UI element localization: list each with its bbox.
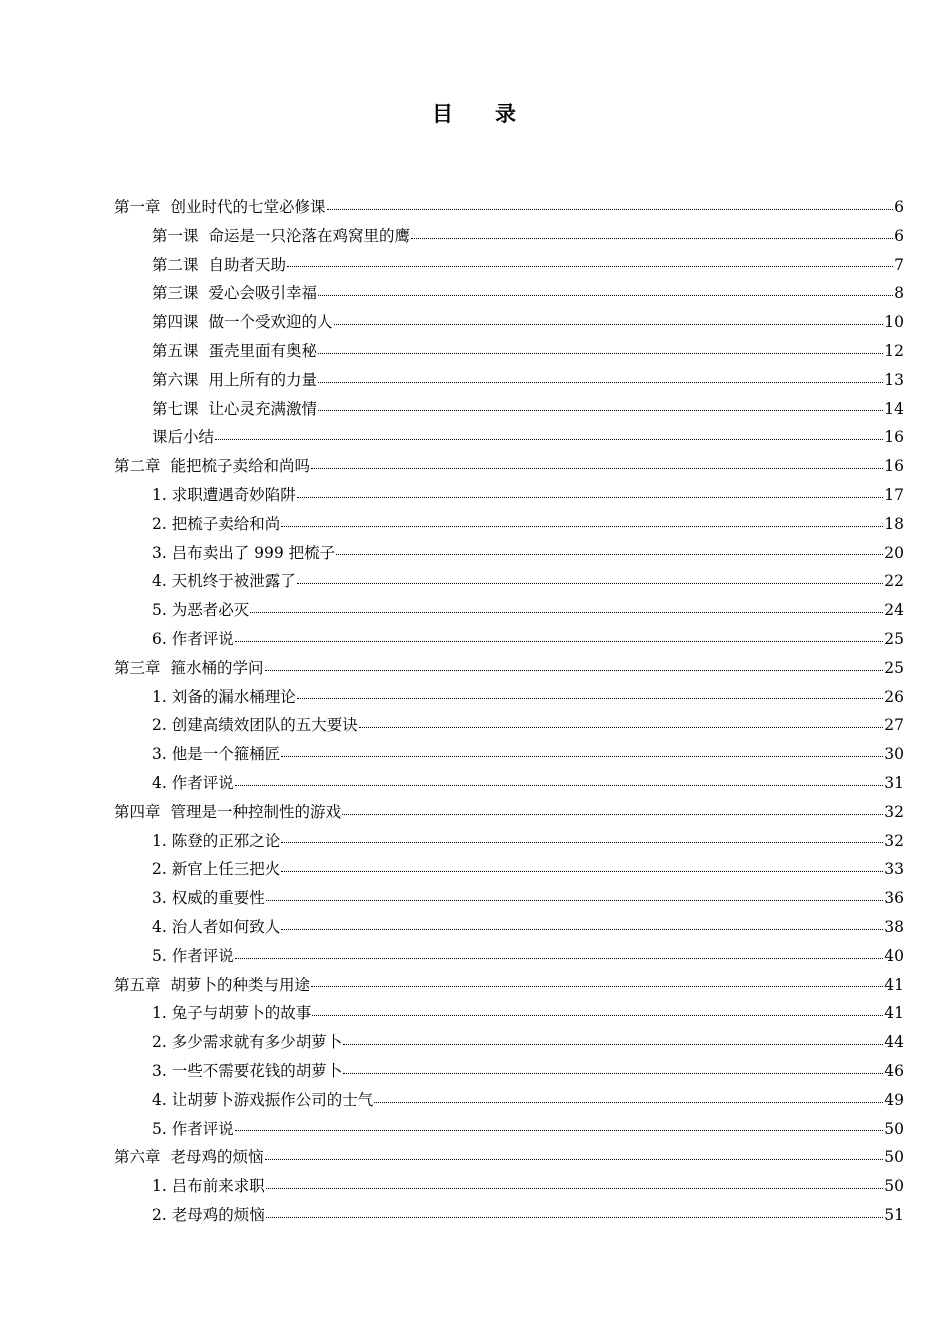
- toc-entry-title: 5. 为恶者必灭: [152, 601, 250, 620]
- toc-entry-number: 第一课: [152, 226, 199, 245]
- toc-entry-page-number: 27: [884, 716, 904, 735]
- dot-leader: [311, 468, 883, 469]
- toc-section-entry[interactable]: [114, 222, 904, 251]
- toc-entry-page-number: 32: [884, 802, 904, 821]
- toc-section-entry[interactable]: [114, 395, 904, 424]
- dot-leader: [281, 756, 883, 757]
- toc-entry-number: 第一章: [114, 198, 161, 216]
- toc-entry-label: [152, 510, 280, 539]
- dot-leader: [343, 1073, 883, 1074]
- dot-leader: [287, 266, 893, 267]
- toc-section-entry[interactable]: [114, 366, 904, 395]
- toc-entry-label: [152, 366, 317, 395]
- toc-section-entry[interactable]: [114, 999, 904, 1028]
- toc-entry-page-number: 26: [884, 687, 904, 706]
- toc-entry-number: 第三章: [114, 658, 161, 677]
- toc-entry-title: 用上所有的力量: [208, 370, 318, 389]
- toc-entry-title: 3. 他是一个箍桶匠: [152, 745, 281, 764]
- toc-entry-title: 1. 兔子与胡萝卜的故事: [152, 1004, 312, 1023]
- toc-entry-page-number: 17: [884, 485, 904, 504]
- toc-entry-title: 蛋壳里面有奥秘: [208, 341, 318, 360]
- toc-entry-number: 第三课: [152, 284, 199, 303]
- toc-entry-label: [152, 279, 317, 308]
- dot-leader: [235, 641, 884, 642]
- toc-entry-number: 第四课: [152, 313, 199, 332]
- dot-leader: [327, 209, 894, 210]
- page-title: [0, 98, 950, 128]
- toc-entry-title: 命运是一只沦落在鸡窝里的鹰: [208, 226, 411, 245]
- dot-leader: [215, 439, 883, 440]
- toc-entry-title: 4. 作者评说: [152, 773, 234, 792]
- toc-entry-page-number: 31: [884, 773, 904, 792]
- toc-entry-label: [152, 481, 296, 510]
- toc-entry-title: 4. 治人者如何致人: [152, 917, 281, 936]
- dot-leader: [336, 554, 883, 555]
- toc-entry-title: 自助者天助: [208, 255, 287, 274]
- toc-entry-page-number: 18: [884, 514, 904, 533]
- toc-entry-label: [152, 222, 410, 251]
- toc-section-entry[interactable]: [114, 827, 904, 856]
- toc-section-entry[interactable]: [114, 884, 904, 913]
- toc-entry-page-number: 30: [884, 745, 904, 764]
- toc-entry-page-number: 10: [884, 313, 904, 332]
- toc-entry-number: 第六课: [152, 370, 199, 389]
- toc-entry-page-number: 46: [884, 1061, 904, 1080]
- dot-leader: [343, 1044, 883, 1045]
- toc-entry-page-number: 16: [884, 428, 904, 447]
- toc-entry-title: 管理是一种控制性的游戏: [170, 802, 342, 821]
- toc-chapter-entry[interactable]: [114, 971, 904, 1000]
- toc-entry-title: 创业时代的七堂必修课: [170, 198, 326, 216]
- toc-entry-title: 爱心会吸引幸福: [208, 284, 318, 303]
- dot-leader: [342, 814, 883, 815]
- dot-leader: [235, 958, 884, 959]
- toc-entry-number: 第七课: [152, 399, 199, 418]
- toc-entry-title: 箍水桶的学问: [170, 658, 264, 677]
- toc-entry-page-number: 8: [894, 284, 904, 303]
- toc-entry-title: 让心灵充满激情: [208, 399, 318, 418]
- toc-section-entry[interactable]: [114, 337, 904, 366]
- toc-entry-number: 第二课: [152, 255, 199, 274]
- toc-entry-label: [152, 740, 280, 769]
- toc-entry-page-number: 49: [884, 1090, 904, 1109]
- toc-section-entry[interactable]: [114, 913, 904, 942]
- toc-entry-title: 3. 权威的重要性: [152, 889, 265, 908]
- toc-entry-page-number: 20: [884, 543, 904, 562]
- toc-entry-title: 能把梳子卖给和尚吗: [170, 457, 311, 476]
- toc-entry-title: 5. 作者评说: [152, 946, 234, 965]
- toc-section-entry[interactable]: [114, 740, 904, 769]
- dot-leader: [312, 1015, 883, 1016]
- dot-leader: [311, 986, 883, 987]
- toc-entry-label: [114, 971, 310, 1000]
- toc-entry-number: 第四章: [114, 802, 161, 821]
- toc-entry-label: [114, 452, 310, 481]
- toc-entry-title: 3. 一些不需要花钱的胡萝卜: [152, 1061, 343, 1080]
- toc-section-entry[interactable]: [114, 683, 904, 712]
- toc-entry-label: [152, 1115, 234, 1144]
- toc-entry-title: 课后小结: [152, 428, 215, 447]
- toc-entry-page-number: 25: [884, 629, 904, 648]
- toc-entry-title: 1. 求职遭遇奇妙陷阱: [152, 485, 296, 504]
- toc-entry-page-number: 22: [884, 572, 904, 591]
- toc-entry-page-number: 7: [894, 255, 904, 274]
- toc-entry-page-number: 51: [884, 1205, 904, 1224]
- dot-leader: [281, 842, 883, 843]
- toc-entry-page-number: 6: [894, 198, 904, 216]
- toc-entry-title: 做一个受欢迎的人: [208, 313, 333, 332]
- dot-leader: [318, 410, 883, 411]
- toc-entry-label: [152, 596, 249, 625]
- dot-leader: [235, 1130, 884, 1131]
- toc-section-entry[interactable]: [114, 711, 904, 740]
- dot-leader: [250, 612, 883, 613]
- toc-entry-page-number: 16: [884, 457, 904, 476]
- toc-entry-title: 4. 天机终于被泄露了: [152, 572, 296, 591]
- toc-entry-page-number: 32: [884, 831, 904, 850]
- toc-entry-page-number: 6: [894, 226, 904, 245]
- title-char-1: 目: [432, 101, 455, 126]
- toc-entry-label: [152, 395, 317, 424]
- toc-section-entry[interactable]: [114, 1115, 904, 1144]
- toc-entry-number: 第六章: [114, 1148, 161, 1167]
- toc-entry-title: 1. 吕布前来求职: [152, 1177, 265, 1196]
- toc-entry-label: [152, 1028, 342, 1057]
- toc-entry-title: 1. 刘备的漏水桶理论: [152, 687, 296, 706]
- toc-chapter-entry[interactable]: [114, 1143, 904, 1172]
- table-of-contents: [114, 193, 904, 1230]
- toc-chapter-entry[interactable]: [114, 654, 904, 683]
- toc-entry-number: 第五章: [114, 975, 161, 994]
- toc-section-entry[interactable]: [114, 1201, 904, 1230]
- dot-leader: [266, 1217, 884, 1218]
- toc-section-entry[interactable]: [114, 279, 904, 308]
- toc-entry-title: 老母鸡的烦恼: [170, 1148, 264, 1167]
- dot-leader: [297, 497, 884, 498]
- toc-entry-label: [152, 337, 317, 366]
- dot-leader: [359, 727, 884, 728]
- toc-entry-label: [152, 769, 234, 798]
- dot-leader: [297, 698, 884, 699]
- toc-section-entry[interactable]: [114, 423, 904, 452]
- toc-entry-page-number: 38: [884, 917, 904, 936]
- toc-entry-page-number: 40: [884, 946, 904, 965]
- toc-entry-title: 2. 多少需求就有多少胡萝卜: [152, 1033, 343, 1052]
- toc-entry-label: [114, 193, 326, 222]
- toc-chapter-entry[interactable]: [114, 798, 904, 827]
- toc-entry-label: [152, 913, 280, 942]
- toc-entry-title: 6. 作者评说: [152, 629, 234, 648]
- toc-entry-title: 2. 新官上任三把火: [152, 860, 281, 879]
- toc-section-entry[interactable]: [114, 308, 904, 337]
- dot-leader: [318, 382, 883, 383]
- dot-leader: [318, 353, 883, 354]
- toc-section-entry[interactable]: [114, 855, 904, 884]
- toc-entry-label: [152, 1201, 265, 1230]
- toc-entry-title: 胡萝卜的种类与用途: [170, 975, 311, 994]
- toc-entry-title: 2. 创建高绩效团队的五大要诀: [152, 716, 358, 735]
- toc-entry-label: [152, 942, 234, 971]
- toc-section-entry[interactable]: [114, 567, 904, 596]
- toc-section-entry[interactable]: [114, 596, 904, 625]
- toc-entry-label: [114, 654, 264, 683]
- toc-entry-page-number: 14: [884, 399, 904, 418]
- dot-leader: [235, 785, 884, 786]
- toc-section-entry[interactable]: [114, 1172, 904, 1201]
- toc-section-entry[interactable]: [114, 510, 904, 539]
- toc-entry-page-number: 13: [884, 370, 904, 389]
- toc-section-entry[interactable]: [114, 1057, 904, 1086]
- toc-entry-page-number: 50: [884, 1148, 904, 1167]
- toc-section-entry[interactable]: [114, 1086, 904, 1115]
- toc-entry-title: 3. 吕布卖出了 999 把梳子: [152, 543, 336, 562]
- dot-leader: [281, 526, 883, 527]
- toc-entry-page-number: 25: [884, 658, 904, 677]
- toc-entry-label: [114, 1143, 264, 1172]
- dot-leader: [297, 583, 884, 584]
- toc-entry-label: [152, 711, 358, 740]
- dot-leader: [334, 324, 884, 325]
- toc-entry-label: [152, 884, 265, 913]
- toc-entry-label: [152, 567, 296, 596]
- toc-chapter-entry[interactable]: [114, 452, 904, 481]
- toc-entry-page-number: 33: [884, 860, 904, 879]
- toc-entry-page-number: 41: [884, 1004, 904, 1023]
- toc-section-entry[interactable]: [114, 625, 904, 654]
- toc-entry-label: [152, 539, 335, 568]
- toc-entry-label: [152, 855, 280, 884]
- toc-entry-page-number: 44: [884, 1033, 904, 1052]
- toc-entry-label: [114, 798, 341, 827]
- toc-entry-number: 第二章: [114, 457, 161, 476]
- toc-entry-label: [152, 1086, 373, 1115]
- toc-entry-label: [152, 625, 234, 654]
- toc-chapter-entry[interactable]: [114, 193, 904, 222]
- toc-entry-page-number: 36: [884, 889, 904, 908]
- dot-leader: [281, 871, 883, 872]
- dot-leader: [318, 295, 893, 296]
- toc-entry-number: 第五课: [152, 341, 199, 360]
- toc-section-entry[interactable]: [114, 1028, 904, 1057]
- toc-entry-title: 2. 老母鸡的烦恼: [152, 1205, 265, 1224]
- toc-entry-title: 1. 陈登的正邪之论: [152, 831, 281, 850]
- toc-entry-label: [152, 999, 311, 1028]
- toc-entry-title: 5. 作者评说: [152, 1119, 234, 1138]
- toc-entry-label: [152, 423, 214, 452]
- dot-leader: [281, 929, 883, 930]
- toc-entry-page-number: 50: [884, 1177, 904, 1196]
- toc-section-entry[interactable]: [114, 769, 904, 798]
- dot-leader: [265, 670, 884, 671]
- toc-entry-label: [152, 1057, 342, 1086]
- toc-entry-page-number: 12: [884, 341, 904, 360]
- toc-section-entry[interactable]: [114, 942, 904, 971]
- toc-entry-label: [152, 1172, 265, 1201]
- toc-entry-title: 4. 让胡萝卜游戏振作公司的士气: [152, 1090, 374, 1109]
- toc-entry-page-number: 24: [884, 601, 904, 620]
- toc-section-entry[interactable]: [114, 481, 904, 510]
- toc-entry-label: [152, 308, 333, 337]
- toc-entry-page-number: 41: [884, 975, 904, 994]
- toc-entry-label: [152, 251, 286, 280]
- toc-entry-page-number: 50: [884, 1119, 904, 1138]
- dot-leader: [374, 1102, 883, 1103]
- toc-entry-title: 2. 把梳子卖给和尚: [152, 514, 281, 533]
- toc-entry-label: [152, 827, 280, 856]
- toc-section-entry[interactable]: [114, 251, 904, 280]
- dot-leader: [265, 1159, 884, 1160]
- dot-leader: [411, 238, 893, 239]
- toc-section-entry[interactable]: [114, 539, 904, 568]
- dot-leader: [266, 1188, 884, 1189]
- dot-leader: [266, 900, 884, 901]
- title-char-2: 录: [495, 101, 518, 126]
- toc-entry-label: [152, 683, 296, 712]
